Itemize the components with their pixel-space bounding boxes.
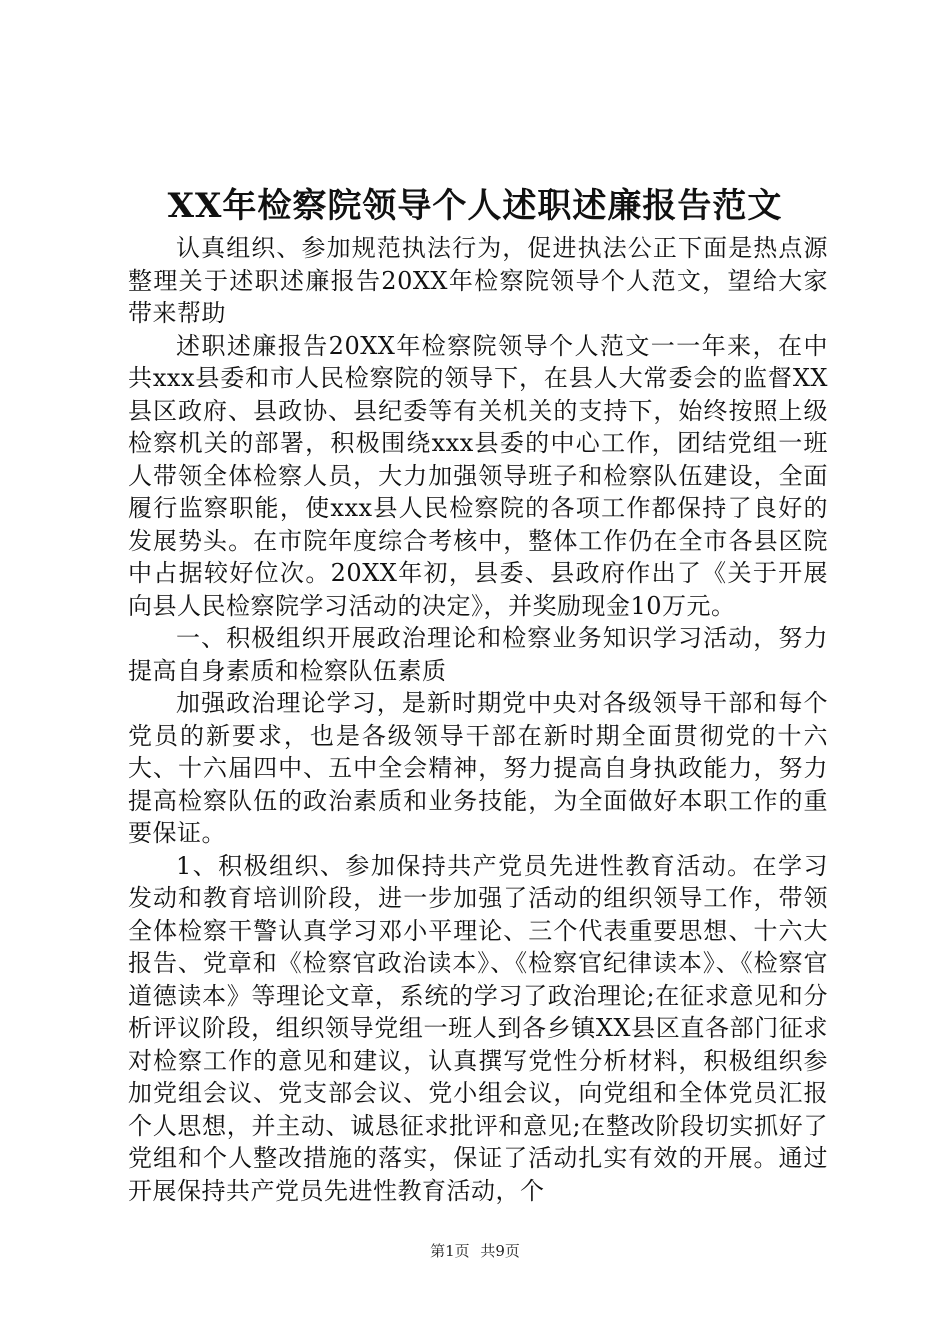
paragraph-theory-study: 加强政治理论学习，是新时期党中央对各级领导干部和每个党员的新要求，也是各级领导干部在新时期全面贯彻党的十六大、十六届四中、五中全会精神，努力提高自身执政能力，努力提高检察队伍的政治素质和业务技能，为全面做好本职工作的重要保证。 [128,689,828,847]
paragraph-intro: 认真组织、参加规范执法行为，促进执法公正下面是热点源整理关于述职述廉报告20XX年检察院领导个人范文，望给大家带来帮助 [128,234,828,327]
document-body [128,232,828,1207]
paragraph-item-1: 1、积极组织、参加保持共产党员先进性教育活动。在学习发动和教育培训阶段，进一步加强了活动的组织领导工作，带领全体检察干警认真学习邓小平理论、三个代表重要思想、十六大报告、党章和《检察官政治读本》、《检察官纪律读本》、《检察官道德读本》等理论文章，系统的学习了政治理论;在征求意见和分析评议阶段，组织领导党组一班人到各乡镇XX县区直各部门征求对检察工作的意见和建议，认真撰写党性分析材料，积极组织参加党组会议、党支部会议、党小组会议，向党组和全体党员汇报个人思想，并主动、诚恳征求批评和意见;在整改阶段切实抓好了党组和个人整改措施的落实，保证了活动扎实有效的开展。通过开展保持共产党员先进性教育活动，个 [128,851,828,1205]
document-title: XX年检察院领导个人述职述廉报告范文 [167,186,783,226]
section-heading-1: 一、积极组织开展政治理论和检察业务知识学习活动，努力提高自身素质和检察队伍素质 [128,624,828,685]
page-number: 第1页 [430,1242,470,1260]
page-total: 共9页 [480,1242,520,1260]
page-footer [0,1241,950,1261]
paragraph-overview: 述职述廉报告20XX年检察院领导个人范文一一年来，在中共xxx县委和市人民检察院的领导下，在县人大常委会的监督XX县区政府、县政协、县纪委等有关机关的支持下，始终按照上级检察机关的部署，积极围绕xxx县委的中心工作，团结党组一班人带领全体检察人员，大力加强领导班子和检察队伍建设，全面履行监察职能，使xxx县人民检察院的各项工作都保持了良好的发展势头。在市院年度综合考核中，整体工作仍在全市各县区院中占据较好位次。20XX年初，县委、县政府作出了《关于开展向县人民检察院学习活动的决定》，并奖励现金10万元。 [128,331,828,620]
